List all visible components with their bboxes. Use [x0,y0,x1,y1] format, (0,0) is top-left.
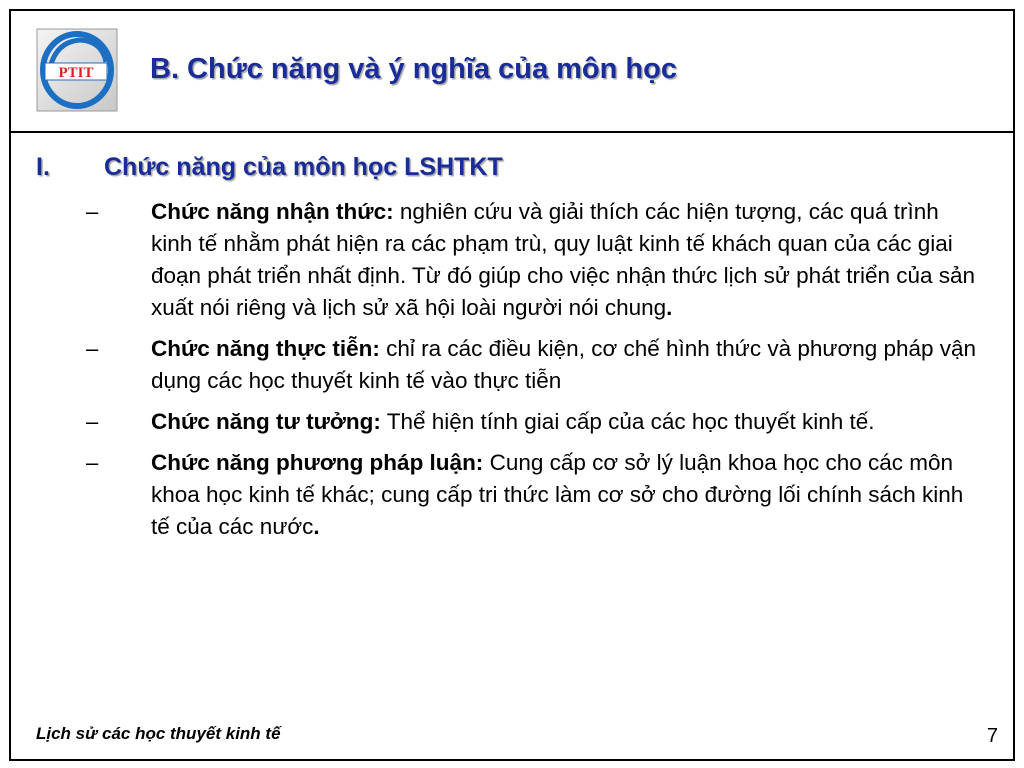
slide-title: B. Chức năng và ý nghĩa của môn học [150,53,677,85]
bullet-text [151,333,981,397]
page-number: 7 [986,725,998,747]
bullet-item [0,196,1024,324]
bullet-item [0,406,1024,438]
bullet-tail: . [666,295,673,320]
header-divider [9,131,1015,133]
bullet-item [0,447,1024,543]
bullet-term: Chức năng phương pháp luận: [151,450,484,475]
bullet-list [0,196,1024,552]
logo-text: PTIT [58,65,94,81]
bullet-body: nghiên cứu và giải thích các hiện tượng, các quá trình kinh tế nhằm phát hiện ra các phạm trù, quy luật kinh tế khách quan của các giai đoạn phát triển nhất định. Từ đó giúp cho việc nhận thức lịch sử phát triển của sản xuất nói riêng và lịch sử xã hội loài người nói chung [151,199,976,320]
bullet-body: Cung cấp cơ sở lý luận khoa học cho các môn khoa học kinh tế khác; cung cấp tri thức làm cơ sở cho đường lối chính sách kinh tế của các nước [151,450,964,539]
bullet-body: chỉ ra các điều kiện, cơ chế hình thức và phương pháp vận dụng các học thuyết kinh tế vào thực tiễn [151,336,977,393]
bullet-text [151,196,981,324]
bullet-dash: – [86,336,99,361]
bullet-text [151,406,981,438]
bullet-term: Chức năng nhận thức: [151,199,394,224]
bullet-text [151,447,981,543]
section-number: I. [36,153,50,181]
bullet-dash: – [86,409,99,434]
bullet-tail: . [313,514,320,539]
ptit-logo-icon [36,28,118,112]
bullet-term: Chức năng tư tưởng: [151,409,381,434]
bullet-item [0,333,1024,397]
bullet-term: Chức năng thực tiễn: [151,336,380,361]
footer-course-name: Lịch sử các học thuyết kinh tế [36,724,281,743]
bullet-body: Thể hiện tính giai cấp của các học thuyết kinh tế. [380,409,875,434]
section-title: Chức năng của môn học LSHTKT [104,153,503,181]
bullet-dash: – [86,450,99,475]
bullet-dash: – [86,199,99,224]
